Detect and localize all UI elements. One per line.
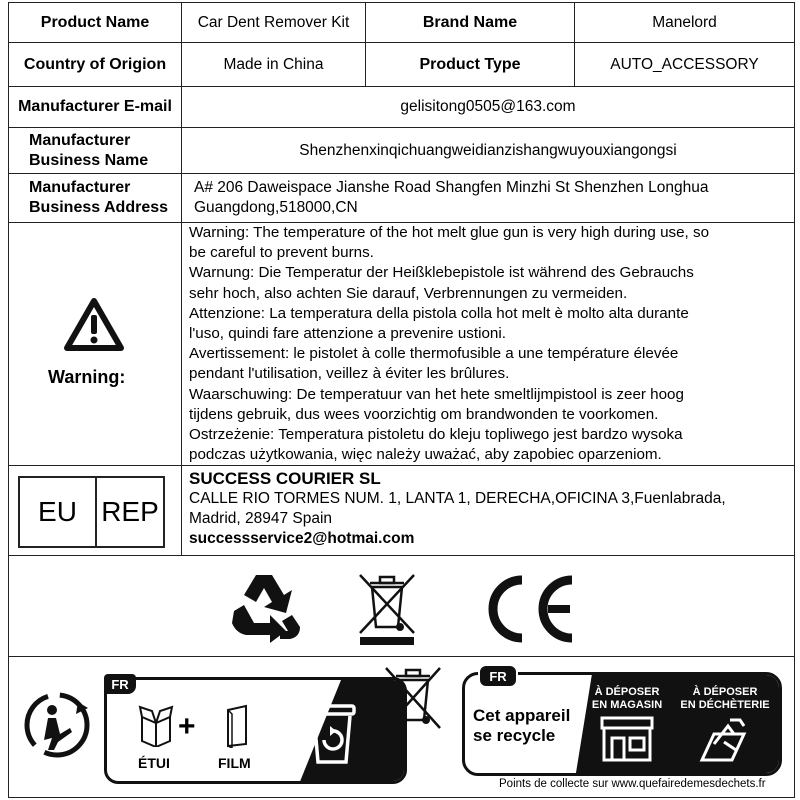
warning-line: Warning: The temperature of the hot melt glue gun is very high during use, so bbox=[189, 224, 710, 241]
crossed-bin-icon bbox=[356, 571, 418, 647]
email-value: gelisitong0505@163.com bbox=[181, 86, 795, 128]
product-type-label: Product Type bbox=[365, 42, 575, 87]
business-address-label-line: Manufacturer bbox=[29, 179, 131, 196]
triman-logo-icon bbox=[20, 688, 94, 762]
eu-rep-details bbox=[189, 469, 794, 549]
warning-line: Avertissement: le pistolet à colle thermofusible a une température élevée bbox=[189, 345, 679, 363]
eu-text: EU bbox=[20, 478, 97, 546]
warning-line: Ostrzeżenie: Temperatura pistoletu do kleju topliwego jest bardzo wysoka bbox=[189, 426, 683, 444]
ce-mark-icon bbox=[478, 574, 576, 644]
warning-label: Warning: bbox=[48, 367, 126, 387]
business-name-value: Shenzhenxinqichuangweidianzishangwuyouxiangongsi bbox=[181, 127, 795, 174]
business-address-line: A# 206 Daweispace Jianshe Road Shangfen Minzhi St Shenzhen Longhua bbox=[194, 179, 709, 196]
rep-text: REP bbox=[101, 496, 159, 527]
business-name-label-line: Manufacturer bbox=[29, 131, 131, 149]
warning-line: tijdens gebruik, dus wees voorzichtig om brandwonden te voorkomen. bbox=[189, 405, 659, 423]
drop-dump-line: À DÉPOSER bbox=[692, 686, 758, 698]
business-name-label bbox=[8, 127, 182, 174]
drop-dump-label bbox=[676, 686, 774, 712]
business-address-line: Guangdong,518000,CN bbox=[194, 199, 358, 216]
warning-text bbox=[189, 223, 794, 465]
appliance-recycle-line: Cet appareil bbox=[473, 706, 571, 725]
business-name-label-line: Business Name bbox=[29, 151, 149, 169]
appliance-recycle-text bbox=[473, 706, 570, 746]
eu-rep-address-line: CALLE RIO TORMES NUM. 1, LANTA 1, DERECHA,OFICINA 3,Fuenlabrada, bbox=[189, 490, 726, 507]
business-address-label bbox=[8, 173, 182, 223]
warning-line: podczas użytkowania, więc należy uważać, aby zapobiec oparzeniom. bbox=[189, 446, 662, 464]
product-type-value: AUTO_ACCESSORY bbox=[574, 42, 795, 87]
warning-line: Warnung: Die Temperatur der Heißklebepistole ist während des Gebrauchs bbox=[189, 264, 694, 282]
brand-name-label: Brand Name bbox=[365, 2, 575, 43]
warning-line: be careful to prevent burns. bbox=[189, 244, 374, 262]
business-address-value bbox=[181, 173, 795, 223]
country-label: Country of Origion bbox=[8, 42, 182, 87]
product-name-label: Product Name bbox=[8, 2, 182, 43]
recycling-center-icon bbox=[694, 714, 752, 764]
eu-rep-email: successservice2@hotmai.com bbox=[189, 530, 415, 547]
etui-label: ÉTUI bbox=[138, 755, 170, 771]
crossed-bin-small-icon bbox=[382, 664, 444, 736]
appliance-recycle-line: se recycle bbox=[473, 726, 556, 745]
fr-tag: FR bbox=[104, 674, 136, 694]
warning-line: Waarschuwing: De temperatuur van het hete smeltlijmpistool is zeer hoog bbox=[189, 385, 684, 403]
email-label: Manufacturer E-mail bbox=[8, 86, 182, 128]
store-icon bbox=[598, 714, 656, 764]
warning-line: pendant l'utilisation, veillez à éviter les brûlures. bbox=[189, 365, 510, 383]
collection-points-text: Points de collecte sur www.quefairedemesdechets.fr bbox=[499, 778, 766, 790]
recycling-bin-icon bbox=[306, 702, 358, 768]
film-label: FILM bbox=[218, 755, 251, 771]
recycle-icon bbox=[226, 571, 302, 645]
warning-line: sehr hoch, also achten Sie darauf, Verbrennungen zu vermeiden. bbox=[189, 284, 628, 302]
box-icon bbox=[138, 701, 174, 747]
warning-line: l'uso, quindi fare attenzione a prevenire ustioni. bbox=[189, 325, 506, 343]
plus-sign: + bbox=[178, 710, 196, 743]
warning-line: Attenzione: La temperatura della pistola colla hot melt è molto alta durante bbox=[189, 304, 689, 322]
business-address-label-line: Business Address bbox=[29, 199, 169, 216]
eu-rep-symbol bbox=[18, 476, 165, 548]
product-name-value: Car Dent Remover Kit bbox=[181, 2, 366, 43]
drop-store-line: À DÉPOSER bbox=[594, 686, 660, 698]
eu-rep-address-line: Madrid, 28947 Spain bbox=[189, 510, 333, 527]
drop-store-line: EN MAGASIN bbox=[591, 699, 663, 711]
drop-dump-line: EN DÉCHÈTERIE bbox=[680, 699, 770, 711]
film-icon bbox=[224, 704, 250, 748]
country-value: Made in China bbox=[181, 42, 366, 87]
drop-store-label bbox=[586, 686, 668, 712]
warning-triangle-icon bbox=[62, 296, 126, 354]
eu-rep-company: SUCCESS COURIER SL bbox=[189, 469, 381, 488]
brand-name-value: Manelord bbox=[574, 2, 795, 43]
fr-tag-2: FR bbox=[478, 664, 518, 688]
